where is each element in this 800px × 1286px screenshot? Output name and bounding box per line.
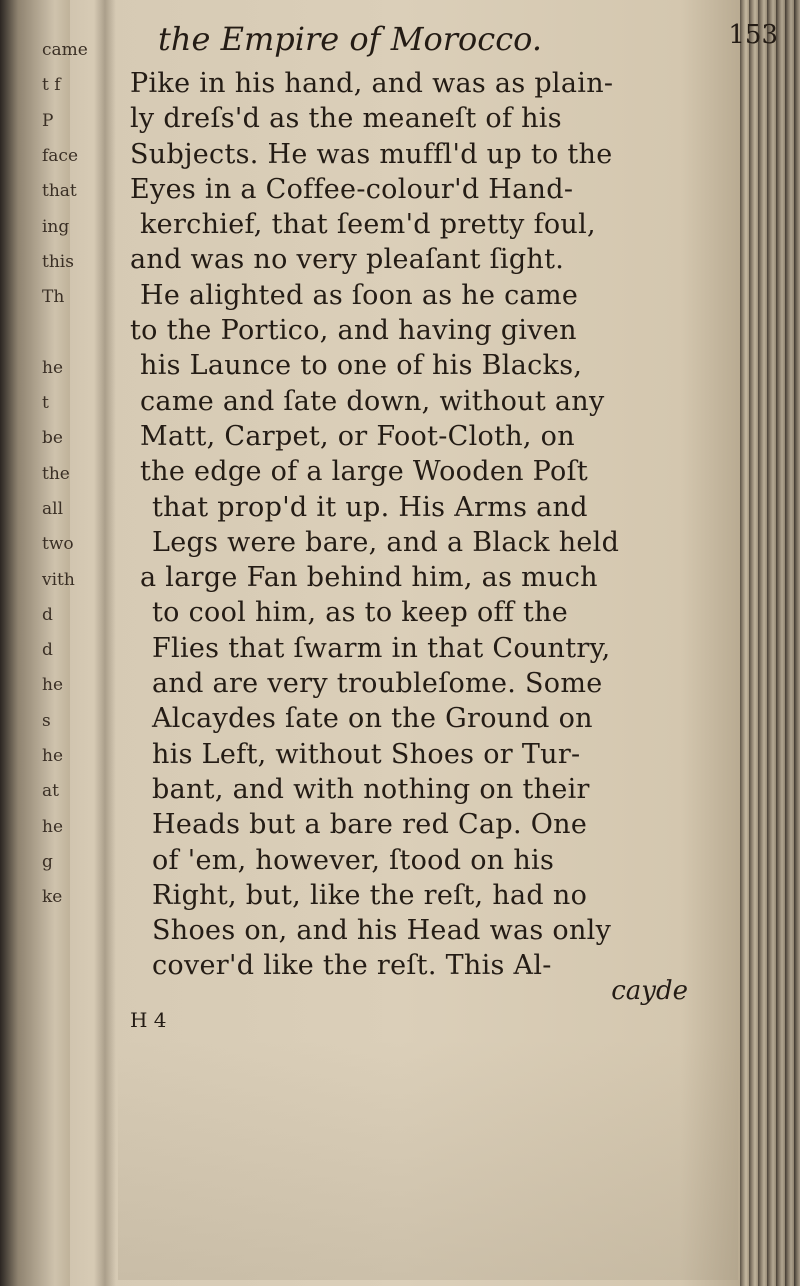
margin-fragment: he [42,746,64,766]
margin-fragment: face [42,145,79,166]
text-line: ly dreſs'd as the meaneſt of his [130,103,562,135]
margin-fragment: s [42,710,51,731]
margin-fragment: P [42,110,54,131]
text-line: Pike in his hand, and was as plain- [130,68,614,99]
margin-fragment: vith [42,569,75,590]
margin-fragment: ke [42,887,63,908]
signature-mark: H 4 [130,1008,167,1032]
body-text [130,66,690,984]
text-line: to the Portico, and having given [130,315,577,347]
margin-fragment: he [42,357,64,378]
margin-fragment: two [42,534,74,555]
page-edges [740,0,800,1286]
text-line: Eyes in a Coffee-colour'd Hand- [130,173,574,205]
margin-fragment: Th [42,287,65,308]
book-gutter [94,0,116,1286]
margin-fragment: this [42,251,74,272]
text-line: his Left, without Shoes or Tur- [152,738,581,770]
running-head [118,18,778,62]
text-line: Heads but a bare red Cap. One [152,809,588,841]
margin-fragment: d [42,604,53,625]
margin-fragment: the [42,463,70,484]
margin-fragment: that [42,181,77,202]
margin-fragment: he [42,675,64,696]
margin-fragment: t f [42,75,61,96]
margin-fragment: g [42,851,53,872]
text-line: a large Fan behind him, as much [140,562,598,594]
blank-page-area [118,1040,738,1280]
text-line: cover'd like the reſt. This Al- [152,950,552,982]
text-line: bant, and with nothing on their [152,773,590,805]
text-line: and are very troubleſome. Some [152,668,603,700]
text-line: that prop'd it up. His Arms and [152,491,588,523]
text-line: Right, but, like the reſt, had no [152,879,588,911]
text-line: to cool him, as to keep off the [152,597,569,629]
text-line: Alcaydes ſate on the Ground on [152,703,593,735]
margin-fragment: he [42,816,64,837]
margin-fragment: t [42,393,49,413]
text-line: of 'em, however, ſtood on his [152,844,555,876]
text-line: Shoes on, and his Head was only [152,915,612,947]
text-line: his Launce to one of his Blacks, [140,350,583,382]
text-line: kerchief, that ſeem'd pretty foul, [140,209,596,241]
text-line: came and ſate down, without any [140,385,605,417]
text-line: Legs were bare, and a Black held [152,526,620,558]
text-line: Flies that ſwarm in that Country, [152,632,611,664]
text-line: He alighted as ſoon as he came [140,279,579,311]
text-line: Subjects. He was muffl'd up to the [130,138,613,170]
page-number: 153 [728,20,778,50]
text-page [118,18,778,1032]
margin-fragment: be [42,428,63,449]
margin-fragment: ing [42,216,70,237]
text-line: and was no very pleaſant ſight. [130,244,565,276]
margin-fragment: at [42,781,59,802]
margin-fragment: came [42,40,88,60]
text-line: Matt, Carpet, or Foot-Cloth, on [140,420,575,452]
running-head-title: the Empire of Morocco. [158,20,542,58]
text-line: the edge of a large Wooden Poſt [140,456,589,488]
margin-fragment: d [42,640,53,661]
catchword: cayde [611,976,688,1006]
margin-fragment: all [42,498,64,519]
